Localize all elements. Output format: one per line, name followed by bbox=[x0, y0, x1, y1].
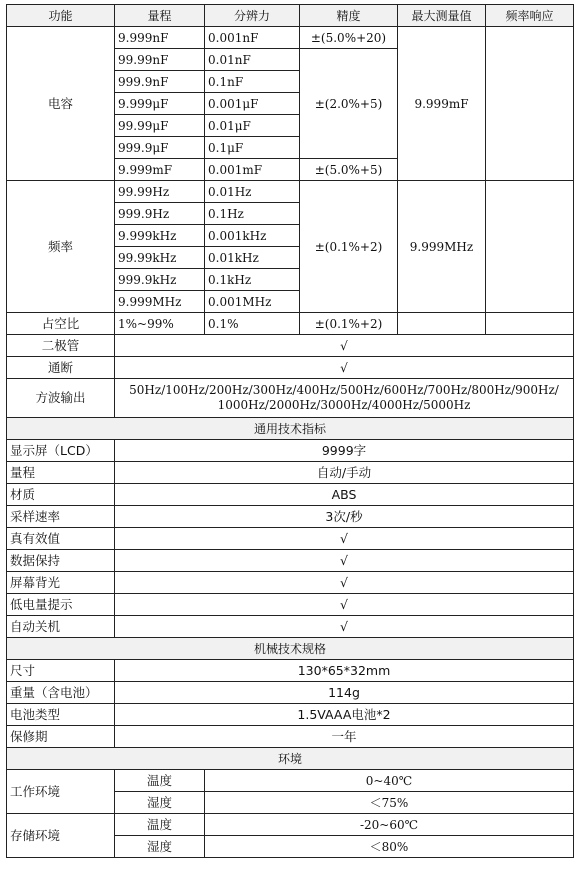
environment-section-row bbox=[7, 748, 574, 770]
general-value: ABS bbox=[115, 484, 574, 506]
working-humidity-label: 湿度 bbox=[115, 792, 205, 814]
frequency-resolution: 0.1Hz bbox=[205, 203, 300, 225]
capacitance-range: 999.9nF bbox=[115, 71, 205, 93]
working-env-row bbox=[7, 770, 574, 792]
general-row bbox=[7, 616, 574, 638]
general-value: √ bbox=[115, 528, 574, 550]
capacitance-accuracy: ±(2.0%+5) bbox=[300, 49, 398, 159]
capacitance-range: 9.999nF bbox=[115, 27, 205, 49]
capacitance-resolution: 0.1nF bbox=[205, 71, 300, 93]
duty-max bbox=[398, 313, 486, 335]
general-row bbox=[7, 462, 574, 484]
header-resolution: 分辨力 bbox=[205, 5, 300, 27]
frequency-range: 999.9kHz bbox=[115, 269, 205, 291]
diode-label: 二极管 bbox=[7, 335, 115, 357]
storage-env-label: 存储环境 bbox=[7, 814, 115, 858]
mechanical-row bbox=[7, 726, 574, 748]
general-row bbox=[7, 528, 574, 550]
duty-freq-response bbox=[486, 313, 574, 335]
continuity-row bbox=[7, 357, 574, 379]
storage-humidity-label: 湿度 bbox=[115, 836, 205, 858]
working-temp-label: 温度 bbox=[115, 770, 205, 792]
general-row bbox=[7, 484, 574, 506]
header-accuracy: 精度 bbox=[300, 5, 398, 27]
mechanical-row bbox=[7, 682, 574, 704]
general-label: 自动关机 bbox=[7, 616, 115, 638]
header-function: 功能 bbox=[7, 5, 115, 27]
mechanical-label: 重量（含电池） bbox=[7, 682, 115, 704]
general-label: 采样速率 bbox=[7, 506, 115, 528]
frequency-freq-response bbox=[486, 181, 574, 313]
storage-temp-value: -20~60℃ bbox=[205, 814, 574, 836]
frequency-resolution: 0.01kHz bbox=[205, 247, 300, 269]
frequency-resolution: 0.1kHz bbox=[205, 269, 300, 291]
general-label: 显示屏（LCD） bbox=[7, 440, 115, 462]
capacitance-resolution: 0.001nF bbox=[205, 27, 300, 49]
duty-label: 占空比 bbox=[7, 313, 115, 335]
header-range: 量程 bbox=[115, 5, 205, 27]
general-section-row bbox=[7, 418, 574, 440]
capacitance-resolution: 0.1μF bbox=[205, 137, 300, 159]
frequency-range: 9.999kHz bbox=[115, 225, 205, 247]
frequency-accuracy: ±(0.1%+2) bbox=[300, 181, 398, 313]
general-value: √ bbox=[115, 550, 574, 572]
mechanical-section-title: 机械技术规格 bbox=[7, 638, 574, 660]
frequency-range: 99.99kHz bbox=[115, 247, 205, 269]
mechanical-label: 保修期 bbox=[7, 726, 115, 748]
frequency-resolution: 0.01Hz bbox=[205, 181, 300, 203]
general-section-title: 通用技术指标 bbox=[7, 418, 574, 440]
mechanical-section-row bbox=[7, 638, 574, 660]
general-row bbox=[7, 440, 574, 462]
capacitance-row bbox=[7, 27, 574, 49]
mechanical-row bbox=[7, 704, 574, 726]
general-value: √ bbox=[115, 572, 574, 594]
diode-row bbox=[7, 335, 574, 357]
continuity-check: √ bbox=[115, 357, 574, 379]
frequency-resolution: 0.001MHz bbox=[205, 291, 300, 313]
general-value: 3次/秒 bbox=[115, 506, 574, 528]
capacitance-accuracy: ±(5.0%+20) bbox=[300, 27, 398, 49]
storage-temp-label: 温度 bbox=[115, 814, 205, 836]
frequency-resolution: 0.001kHz bbox=[205, 225, 300, 247]
header-row bbox=[7, 5, 574, 27]
header-max-value: 最大测量值 bbox=[398, 5, 486, 27]
general-label: 低电量提示 bbox=[7, 594, 115, 616]
duty-range: 1%~99% bbox=[115, 313, 205, 335]
working-env-label: 工作环境 bbox=[7, 770, 115, 814]
frequency-range: 99.99Hz bbox=[115, 181, 205, 203]
general-row bbox=[7, 572, 574, 594]
mechanical-label: 尺寸 bbox=[7, 660, 115, 682]
duty-accuracy: ±(0.1%+2) bbox=[300, 313, 398, 335]
capacitance-freq-response bbox=[486, 27, 574, 181]
capacitance-range: 99.99μF bbox=[115, 115, 205, 137]
storage-humidity-value: ＜80% bbox=[205, 836, 574, 858]
general-label: 材质 bbox=[7, 484, 115, 506]
diode-check: √ bbox=[115, 335, 574, 357]
duty-resolution: 0.1% bbox=[205, 313, 300, 335]
general-label: 屏幕背光 bbox=[7, 572, 115, 594]
header-frequency-response: 频率响应 bbox=[486, 5, 574, 27]
mechanical-row bbox=[7, 660, 574, 682]
mechanical-label: 电池类型 bbox=[7, 704, 115, 726]
mechanical-value: 一年 bbox=[115, 726, 574, 748]
capacitance-label: 电容 bbox=[7, 27, 115, 181]
capacitance-resolution: 0.001mF bbox=[205, 159, 300, 181]
square-wave-line: 50Hz/100Hz/200Hz/300Hz/400Hz/500Hz/600Hz/700Hz/800Hz/900Hz/ bbox=[129, 383, 559, 397]
mechanical-value: 1.5VAAA电池*2 bbox=[115, 704, 574, 726]
general-row bbox=[7, 550, 574, 572]
general-value: 9999字 bbox=[115, 440, 574, 462]
environment-section-title: 环境 bbox=[7, 748, 574, 770]
mechanical-value: 130*65*32mm bbox=[115, 660, 574, 682]
capacitance-max: 9.999mF bbox=[398, 27, 486, 181]
general-label: 量程 bbox=[7, 462, 115, 484]
square-wave-values bbox=[115, 379, 574, 418]
mechanical-value: 114g bbox=[115, 682, 574, 704]
storage-env-row bbox=[7, 814, 574, 836]
frequency-label: 频率 bbox=[7, 181, 115, 313]
general-value: 自动/手动 bbox=[115, 462, 574, 484]
capacitance-resolution: 0.01μF bbox=[205, 115, 300, 137]
general-row bbox=[7, 506, 574, 528]
general-label: 真有效值 bbox=[7, 528, 115, 550]
working-humidity-value: ＜75% bbox=[205, 792, 574, 814]
frequency-range: 999.9Hz bbox=[115, 203, 205, 225]
spec-table bbox=[6, 4, 574, 858]
square-wave-row bbox=[7, 379, 574, 418]
capacitance-range: 9.999μF bbox=[115, 93, 205, 115]
square-wave-line: 1000Hz/2000Hz/3000Hz/4000Hz/5000Hz bbox=[217, 398, 471, 412]
duty-row bbox=[7, 313, 574, 335]
frequency-row bbox=[7, 181, 574, 203]
square-wave-label: 方波输出 bbox=[7, 379, 115, 418]
frequency-range: 9.999MHz bbox=[115, 291, 205, 313]
capacitance-resolution: 0.01nF bbox=[205, 49, 300, 71]
working-temp-value: 0~40℃ bbox=[205, 770, 574, 792]
capacitance-resolution: 0.001μF bbox=[205, 93, 300, 115]
capacitance-range: 999.9μF bbox=[115, 137, 205, 159]
capacitance-accuracy: ±(5.0%+5) bbox=[300, 159, 398, 181]
capacitance-range: 99.99nF bbox=[115, 49, 205, 71]
continuity-label: 通断 bbox=[7, 357, 115, 379]
general-label: 数据保持 bbox=[7, 550, 115, 572]
capacitance-range: 9.999mF bbox=[115, 159, 205, 181]
general-value: √ bbox=[115, 616, 574, 638]
general-row bbox=[7, 594, 574, 616]
general-value: √ bbox=[115, 594, 574, 616]
frequency-max: 9.999MHz bbox=[398, 181, 486, 313]
